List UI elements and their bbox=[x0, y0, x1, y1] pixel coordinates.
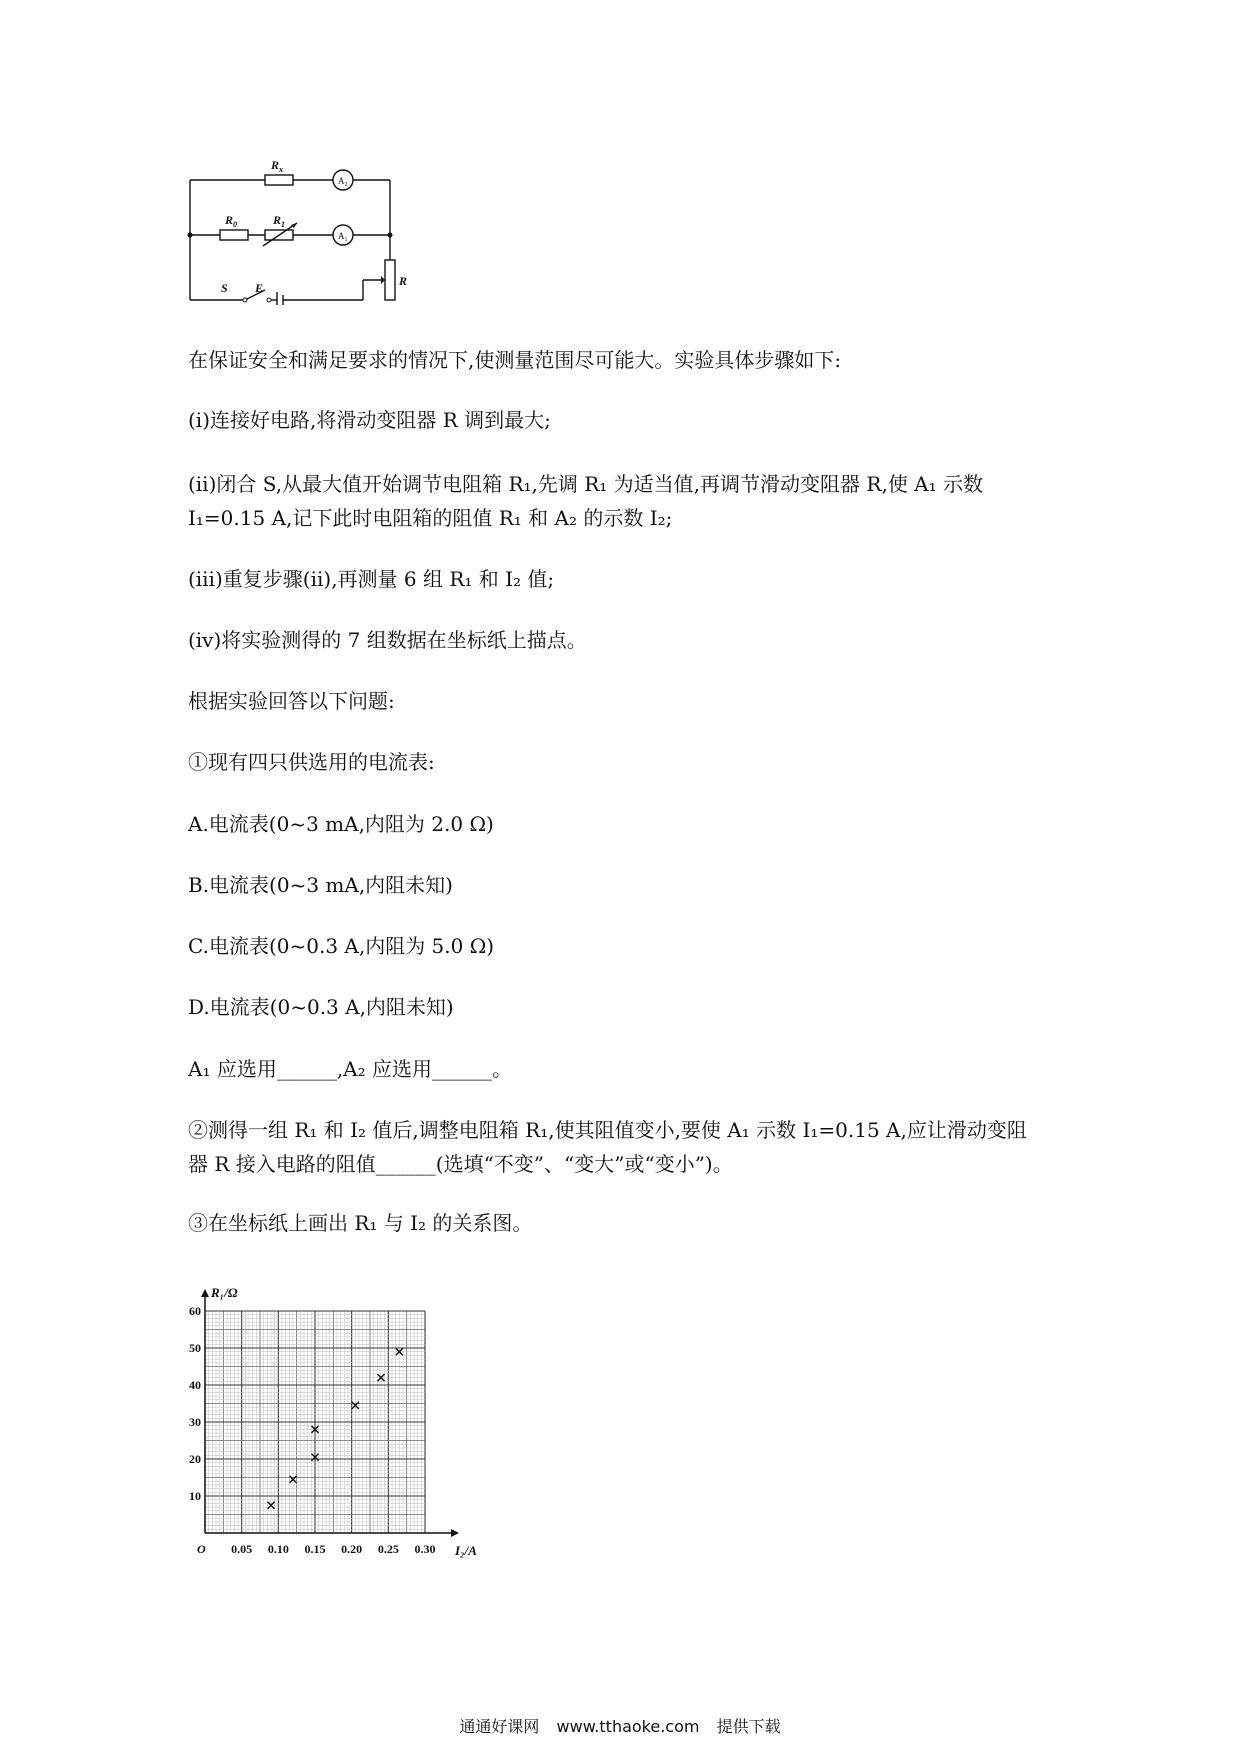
x-axis-arrow bbox=[451, 1529, 459, 1537]
page-footer bbox=[0, 1714, 1240, 1737]
ammeter-a2-label: $A_2$ bbox=[338, 176, 348, 188]
y-axis-arrow bbox=[201, 1289, 209, 1297]
step-2-line-1: (ⅱ)闭合 S,从最大值开始调节电阻箱 R₁,先调 R₁ 为适当值,再调节滑动变阻器 R,使 A₁ 示数 bbox=[188, 472, 983, 496]
question-2-line-2: 器 R 接入电路的阻值______(选填“不变”、“变大”或“变小”)。 bbox=[188, 1152, 733, 1176]
step-2-line-2: I₁=0.15 A,记下此时电阻箱的阻值 R₁ 和 A₂ 的示数 I₂; bbox=[188, 506, 673, 530]
intro-paragraph: 在保证安全和满足要求的情况下,使测量范围尽可能大。实验具体步骤如下: bbox=[188, 348, 842, 372]
x-tick-label: 0.05 bbox=[231, 1542, 253, 1556]
rheostat-label: R bbox=[399, 274, 408, 288]
footer-url: www.tthaoke.com bbox=[556, 1717, 700, 1736]
question-intro: 根据实验回答以下问题: bbox=[188, 689, 395, 713]
r0-label: $R_0$ bbox=[225, 213, 238, 229]
option-b: B.电流表(0~3 mA,内阻未知) bbox=[188, 873, 453, 897]
step-4: (ⅳ)将实验测得的 7 组数据在坐标纸上描点。 bbox=[188, 628, 587, 652]
question-1-answer: A₁ 应选用______,A₂ 应选用______。 bbox=[188, 1057, 512, 1081]
step-1: (ⅰ)连接好电路,将滑动变阻器 R 调到最大; bbox=[188, 408, 551, 432]
x-tick-label: 0.20 bbox=[341, 1542, 363, 1556]
y-tick-label: 20 bbox=[189, 1452, 201, 1466]
x-tick-label: 0.30 bbox=[414, 1542, 436, 1556]
question-3: ③在坐标纸上画出 R₁ 与 I₂ 的关系图。 bbox=[188, 1211, 533, 1235]
y-tick-label: 50 bbox=[189, 1341, 201, 1355]
ammeter-a1-label: $A_1$ bbox=[338, 231, 348, 243]
option-c: C.电流表(0~0.3 A,内阻为 5.0 Ω) bbox=[188, 934, 495, 958]
circuit-diagram bbox=[185, 160, 415, 305]
x-tick-label: 0.25 bbox=[377, 1542, 399, 1556]
option-a: A.电流表(0~3 mA,内阻为 2.0 Ω) bbox=[188, 812, 494, 836]
y-tick-label: 30 bbox=[189, 1415, 201, 1429]
y-tick-label: 40 bbox=[189, 1378, 201, 1392]
step-3: (ⅲ)重复步骤(ⅱ),再测量 6 组 R₁ 和 I₂ 值; bbox=[188, 567, 555, 591]
x-tick-label: 0.10 bbox=[267, 1542, 289, 1556]
question-2-line-1: ②测得一组 R₁ 和 I₂ 值后,调整电阻箱 R₁,使其阻值变小,要使 A₁ 示数 I₁=0.15 A,应让滑动变阻 bbox=[188, 1118, 1027, 1142]
option-d: D.电流表(0~0.3 A,内阻未知) bbox=[188, 995, 454, 1019]
r1-i2-graph bbox=[180, 1278, 500, 1568]
y-tick-label: 10 bbox=[189, 1489, 201, 1503]
footer-site-name: 通通好课网 bbox=[459, 1717, 540, 1736]
y-axis-label: R₁/Ω bbox=[211, 1285, 238, 1300]
footer-note: 提供下载 bbox=[716, 1717, 781, 1736]
battery-label: E bbox=[255, 281, 264, 295]
y-tick-label: 60 bbox=[189, 1304, 201, 1318]
r1-label: $R_1$ bbox=[273, 213, 286, 229]
origin-label: O bbox=[197, 1542, 206, 1556]
question-1: ①现有四只供选用的电流表: bbox=[188, 750, 435, 774]
x-axis-label: I₂/A bbox=[455, 1543, 477, 1558]
switch-label: S bbox=[221, 281, 228, 295]
x-tick-label: 0.15 bbox=[304, 1542, 326, 1556]
rx-label: $R_x$ bbox=[271, 160, 284, 174]
